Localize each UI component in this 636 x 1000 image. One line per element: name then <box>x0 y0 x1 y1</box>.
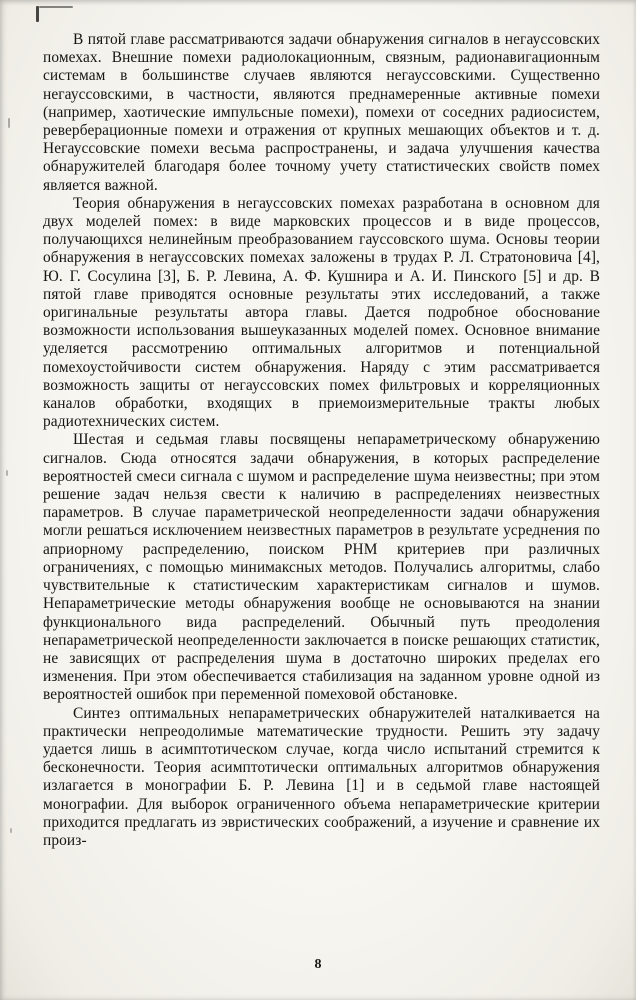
scan-artifact <box>6 470 8 476</box>
text-body <box>43 31 600 850</box>
paragraph-2: Теория обнаружения в негауссовских помехах разработана в основном для двух моделей помех: в виде марковских процессов и в виде процессов, получающихся нелинейным преобразованием гауссовского шума. Основы теории обнаружения в негауссовских помехах заложены в трудах Р. Л. Стратоновича [4], Ю. Г. Сосулина [3], Б. Р. Левина, А. Ф. Кушнира и А. И. Пинского [5] и др. В пятой главе приводятся основные результаты этих исследований, а также оригинальные результаты автора главы. Дается подробное обоснование возможности использования вышеуказанных моделей помех. Основное внимание уделяется рассмотрению оптимальных алгоритмов и потенциальной помехоустойчивости систем обнаружения. Наряду с этим рассматривается возможность защиты от негауссовских помех фильтровых и корреляционных каналов обработки, входящих в приемоизмерительные тракты любых радиотехнических систем. <box>43 194 600 431</box>
scan-artifact <box>10 828 12 833</box>
paragraph-4: Синтез оптимальных непараметрических обнаружителей наталкивается на практически непреодолимые математические трудности. Решить эту задачу удается лишь в асимптотическом случае, когда число испытаний стремится к бесконечности. Теория асимптотически оптимальных алгоритмов обнаружения излагается в монографии Б. Р. Левина [1] и в седьмой главе настоящей монографии. Для выборок ограниченного объема непараметрические критерии приходится предлагать из эвристических соображений, а изучение и сравнение их произ- <box>43 704 600 849</box>
scan-artifact <box>36 6 39 22</box>
scan-artifact <box>39 6 73 8</box>
page-number: 8 <box>314 957 322 972</box>
scan-artifact <box>8 118 10 128</box>
paragraph-3: Шестая и седьмая главы посвящены непараметрическому обнаружению сигналов. Сюда относятся задачи обнаружения, в которых распределение вероятностей смеси сигнала с шумом и распределение шума неизвестны; при этом решение задач нельзя свести к наличию в распределениях неизвестных параметров. В случае параметрической неопределенности задачи обнаружения могли решаться исключением неизвестных параметров в результате усреднения по априорному распределению, поиском РНМ критериев при различных ограничениях, с помощью минимаксных методов. Получались алгоритмы, слабо чувствительные к статистическим характеристикам сигналов и шумов. Непараметрические методы обнаружения вообще не основываются на знании функционального вида распределений. Обычный путь преодоления непараметрической неопределенности заключается в поиске решающих статистик, не зависящих от распределения шума в достаточно широких пределах его изменения. При этом обеспечивается стабилизация на заданном уровне одной из вероятностей ошибок при переменной помеховой обстановке. <box>43 431 600 704</box>
paragraph-1: В пятой главе рассматриваются задачи обнаружения сигналов в негауссовских помехах. Внешние помехи радиолокационным, связным, радионавигационным системам в большинстве случаев являются негауссовскими. Существенно негауссовскими, в частности, являются преднамеренные активные помехи (например, хаотические импульсные помехи), помехи от соседних радиосистем, реверберационные помехи и отражения от крупных мешающих объектов и т. д. Негауссовские помехи весьма распространены, и задача улучшения качества обнаружителей благодаря более точному учету статистических свойств помех является важной. <box>43 31 600 194</box>
